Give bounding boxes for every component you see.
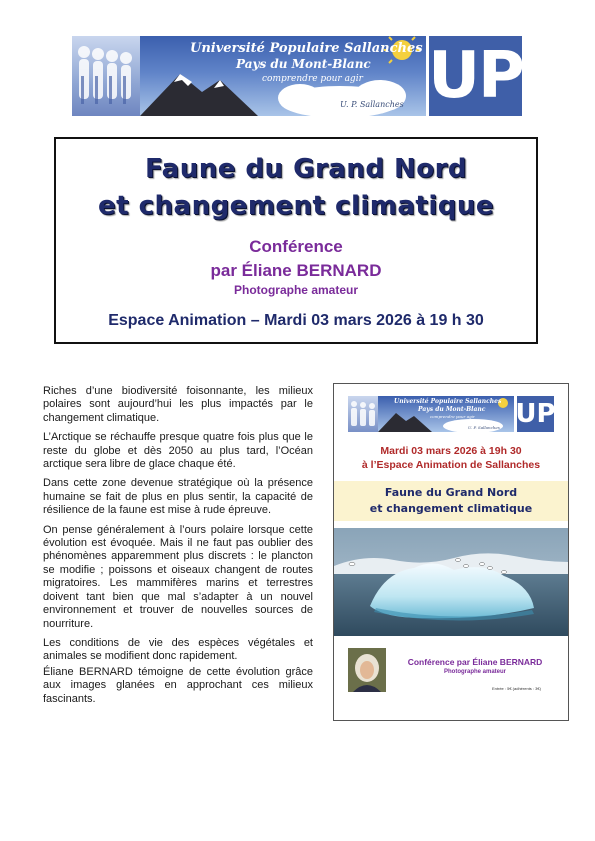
iceberg-birds-photo: [334, 528, 568, 636]
title-line-1: Faune du Grand Nord: [144, 154, 468, 184]
paragraph: L’Arctique se réchauffe presque quatre fois plus que le reste du globe et dès 2050 au plus tard, l’Océan arctique sera libre de glace chaque été.: [43, 431, 313, 471]
up-logo: UP: [517, 396, 554, 432]
article-text: [43, 385, 313, 712]
up-logo: UP: [429, 36, 522, 116]
poster-title: [334, 481, 568, 521]
university-banner: [72, 36, 522, 116]
poster-title-line-1: Faune du Grand Nord: [384, 486, 518, 499]
paragraph: Éliane BERNARD témoigne de cette évolution grâce aux images glanées en approchant ces milieux fascinants.: [43, 665, 313, 705]
paragraph: Les conditions de vie des espèces végétales et animales se modifient donc rapidement.: [43, 636, 313, 663]
poster-banner-title: Université Populaire Sallanches: [394, 398, 502, 405]
event-location-date: Espace Animation – Mardi 03 mars 2026 à 19 h 30: [108, 312, 484, 329]
title-line-2: et changement climatique: [97, 191, 495, 221]
poster-banner-motto: comprendre pour agir: [430, 414, 475, 419]
poster-banner-center: [378, 396, 514, 432]
poster-banner-signature: U. P. Sallanches: [468, 425, 500, 430]
poster-date-line-1: Mardi 03 mars 2026 à 19h 30: [380, 445, 522, 457]
people-figures-icon: [72, 36, 140, 116]
mountain-icon: [378, 413, 432, 432]
conference-label: Conférence: [249, 237, 343, 256]
banner-center: [140, 36, 426, 116]
paragraph: Riches d’une biodiversité foisonnante, les milieux polaires sont aujourd’hui les plus impactés par le changement climatique.: [43, 385, 313, 424]
poster-speaker-role: Photographe amateur: [443, 669, 506, 675]
speaker-name: par Éliane BERNARD: [210, 261, 382, 280]
speaker-role: Photographe amateur: [233, 283, 359, 297]
people-figures-icon: [348, 396, 378, 432]
poster-date-line-2: à l’Espace Animation de Sallanches: [361, 459, 541, 471]
poster-banner: [348, 396, 554, 432]
banner-signature: U. P. Sallanches: [340, 100, 404, 109]
poster-conference: Conférence par Éliane BERNARD: [407, 657, 543, 667]
poster-banner-subtitle: Pays du Mont-Blanc: [418, 406, 486, 413]
poster-entry-price: Entrée : 5€ (adhérents : 3€): [492, 686, 541, 691]
poster-date: [334, 444, 568, 472]
paragraph: On pense généralement à l’ours polaire lorsque cette évolution est évoquée. Mais il ne faut pas oublier des phénomènes apparemment plus discrets : le plancton se modifie ; poissons et oiseaux changent de routes migratoires. Les mammifères marins et terrestres doivent tant bien que mal s’adapter à un nouvel environnement et trouver de nouvelles sources de nourriture.: [43, 523, 313, 630]
banner-title: Université Populaire Sallanches: [190, 41, 423, 56]
title-box: [54, 137, 538, 344]
paragraph: Dans cette zone devenue stratégique où la présence humaine se fait de plus en plus sentir, la capacité de résilience de la faune est mise à rude épreuve.: [43, 477, 313, 517]
cloud-icon: [278, 80, 406, 116]
poster-thumbnail: [333, 383, 569, 721]
mountain-icon: [140, 74, 258, 116]
poster-title-line-2: et changement climatique: [369, 502, 533, 515]
banner-motto: comprendre pour agir: [262, 74, 363, 84]
banner-subtitle: Pays du Mont-Blanc: [236, 57, 371, 71]
